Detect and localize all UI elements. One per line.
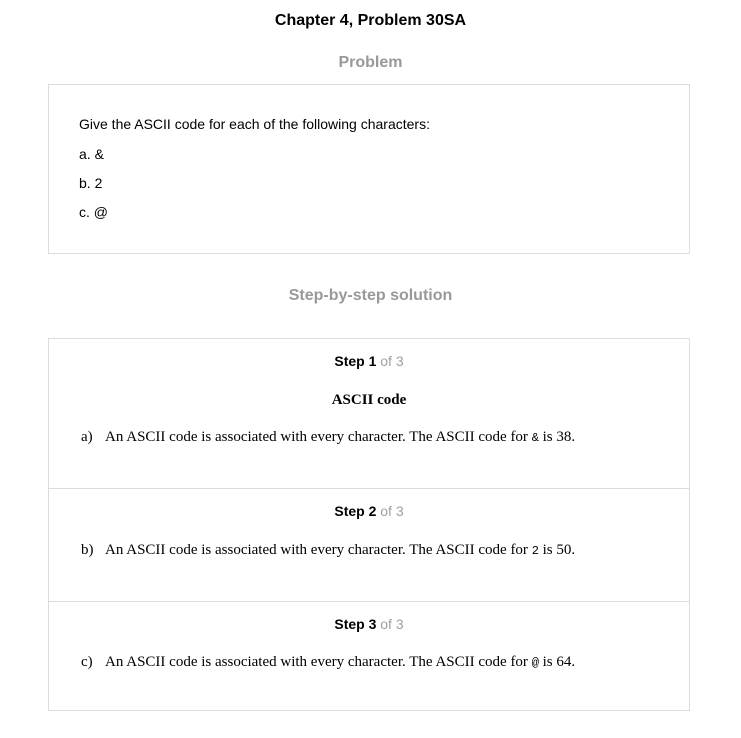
step-1-label [49,353,689,369]
answer-text: An ASCII code is associated with every character. The ASCII code for [105,429,528,445]
step-3-answer [81,654,575,671]
step-number: Step 3 [334,616,377,632]
answer-letter: a) [81,429,93,445]
step-2-answer [81,542,575,559]
step-1-answer [81,429,575,446]
answer-character: @ [531,656,539,670]
step-3-box [48,601,690,711]
step-1-box [48,338,690,489]
problem-item-c: c. @ [79,204,108,220]
problem-heading: Problem [338,54,403,71]
problem-item-b: b. 2 [79,175,103,191]
step-total: of 3 [380,616,404,632]
step-total: of 3 [380,503,404,519]
problem-item-a: a. & [79,146,104,162]
step-total: of 3 [380,353,404,369]
answer-letter: b) [81,542,94,558]
answer-text: An ASCII code is associated with every character. The ASCII code for [105,542,528,558]
step-number: Step 2 [334,503,377,519]
answer-letter: c) [81,654,93,670]
problem-intro: Give the ASCII code for each of the following characters: [79,116,430,132]
answer-value: is 64. [542,654,576,670]
answer-value: is 38. [542,429,576,445]
step-2-box [48,488,690,602]
step-2-label [49,503,689,519]
answer-character: & [531,431,539,445]
answer-text: An ASCII code is associated with every character. The ASCII code for [105,654,528,670]
answer-value: is 50. [542,542,576,558]
problem-box [48,84,690,254]
solution-heading: Step-by-step solution [288,287,453,304]
step-1-title: ASCII code [331,392,407,408]
step-number: Step 1 [334,353,377,369]
step-3-label [49,616,689,632]
answer-character: 2 [531,544,539,558]
chapter-title: Chapter 4, Problem 30SA [274,12,467,29]
